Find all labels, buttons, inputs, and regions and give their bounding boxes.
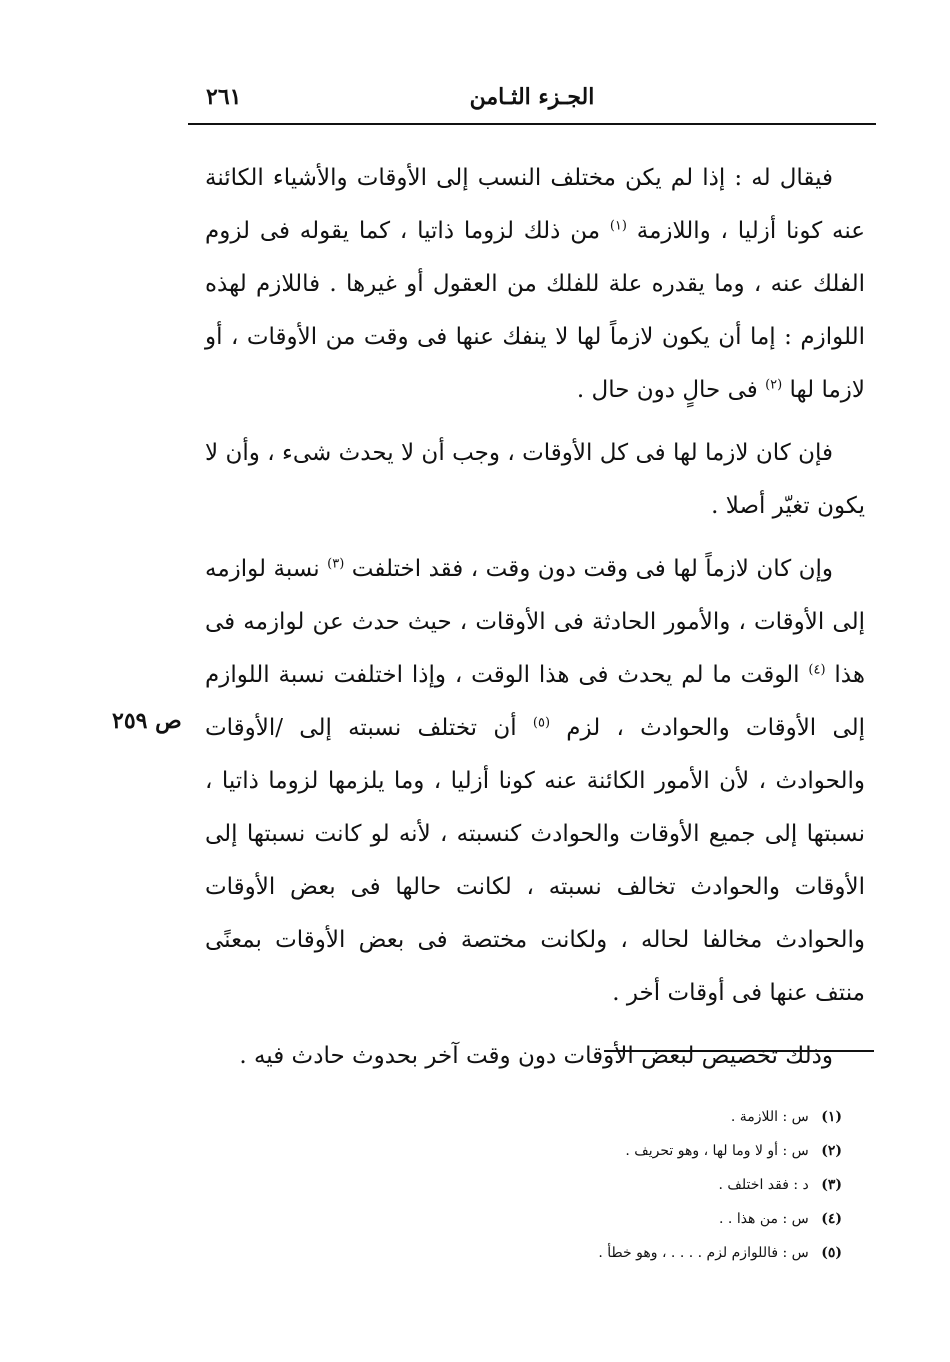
paragraph-1-part-b: من ذلك لزوما ذاتيا ، كما يقوله فى لزوم الفلك عنه ، وما يقدره علة للفلك من العقول أو غيرها . فاللازم لهذه اللوازم : إما أن يكون لازماً لها لا ينفك عنها فى وقت من الأوقات ، أو لازما لها [205,218,865,403]
header-rule [188,123,876,125]
footnote-item [380,1134,842,1168]
footnote-ref-1: (١) [609,218,627,234]
running-header [188,78,876,122]
footnote-item [380,1168,842,1202]
footnote-ref-3: (٣) [327,556,345,572]
footnote-ref-5: (٥) [532,715,551,731]
footnote-separator [604,1050,874,1052]
margin-page-reference: ص ٢٥٩ [112,708,182,734]
paragraph-1-part-a: فيقال له : إذا لم يكن مختلف النسب إلى الأوقات والأشياء الكائنة عنه كونا أزليا ، واللازمة [205,165,866,244]
footnote-text: د : فقد اختلف . [718,1177,809,1193]
page-number: ٢٦١ [206,84,242,110]
paragraph-1-part-c: فى حالٍ دون حال . [576,377,758,403]
footnote-text: س : من هذا . . [719,1211,809,1227]
paragraph-4: وذلك تخصيص لبعض الأوقات دون وقت آخر بحدوث حادث فيه . [239,1043,833,1069]
footnotes [380,1100,842,1270]
paragraph-2: فإن كان لازما لها فى كل الأوقات ، وجب أن لا يحدث شىء ، وأن لا يكون تغيّر أصلا . [205,440,865,519]
footnote-number: (٣) [821,1177,842,1193]
paragraph-3-part-c: الوقت ما لم يحدث فى هذا الوقت ، وإذا اختلفت نسبة اللوازم إلى الأوقات والحوادث ، لزم [205,662,866,741]
footnote-number: (٤) [821,1211,842,1227]
header-title: الجـزء الثـامن [469,84,595,110]
main-text [205,152,865,1093]
footnote-item [380,1202,842,1236]
footnote-text: س : أو لا وما لها ، وهو تحريف . [625,1143,809,1159]
footnote-text: س : اللازمة . [730,1109,809,1125]
footnote-ref-2: (٢) [765,377,783,393]
footnote-ref-4: (٤) [808,662,826,678]
paragraph-1 [205,152,865,417]
footnote-item [380,1100,842,1134]
paragraph-3-part-a: وإن كان لازماً لها فى وقت دون وقت ، فقد اختلفت [351,556,834,582]
paragraph-3-part-d: أن تختلف نسبته إلى /الأوقات والحوادث ، لأن الأمور الكائنة عنه كونا أزليا ، وما يلزمها لزوما ذاتيا ، نسبتها إلى جميع الأوقات والحوادث كنسبته ، لأنه لو كانت نسبتها إلى الأوقات والحوادث تخالف نسبته ، لكانت حالها فى بعض الأوقات والحوادث مخالفا لحاله ، ولكانت مختصة فى بعض الأوقات بمعنًى منتف عنها فى أوقات أخر . [205,715,865,1006]
footnote-number: (١) [821,1109,842,1125]
footnote-item [380,1236,842,1270]
paragraph-3 [205,543,865,1020]
footnote-number: (٥) [821,1245,842,1261]
footnote-number: (٢) [821,1143,842,1159]
paragraph-3-part-b: نسبة لوازمه إلى الأوقات ، والأمور الحادثة فى الأوقات ، حيث حدث عن لوازمه فى هذا [205,556,866,688]
footnote-text: س : فاللوازم لزم . . . . ، وهو خطأ . [598,1245,809,1261]
